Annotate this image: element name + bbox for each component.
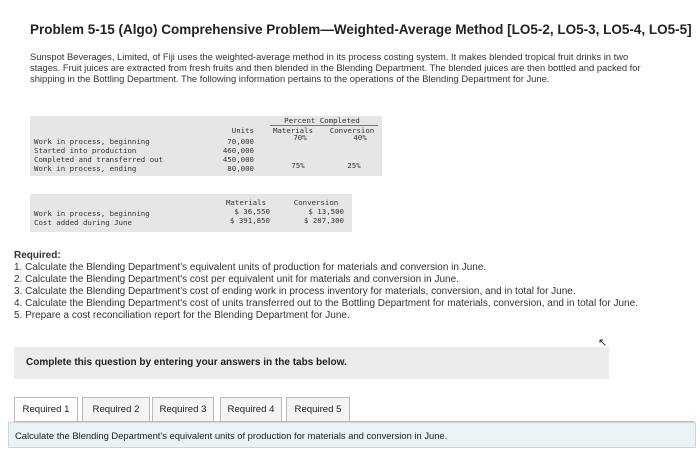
instruction-banner — [14, 347, 609, 379]
units-row-materials: 75% — [291, 161, 305, 170]
required-item: 3. Calculate the Blending Department's cost of ending work in process inventory for materials, conversion, and in total for June. — [14, 286, 576, 297]
problem-title: Problem 5-15 (Algo) Comprehensive Problem—Weighted-Average Method [LO5-2, LO5-3, LO5-4, LO5-5] — [30, 22, 692, 37]
required-item: 4. Calculate the Blending Department's cost of units transferred out to the Bottling Department for materials, conversion, and in total for June. — [14, 298, 638, 309]
conversion-col-header: Conversion — [329, 126, 375, 135]
units-row-label: Work in process, ending — [34, 164, 137, 173]
cost-row-conversion: $ 287,300 — [303, 216, 344, 225]
tab-required-1[interactable]: Required 1 — [14, 397, 78, 422]
required-section — [14, 250, 694, 322]
cost-conversion-header: Conversion — [293, 198, 339, 207]
units-row-value: 450,000 — [222, 155, 254, 164]
percent-header-underline — [270, 117, 378, 126]
problem-intro: Sunspot Beverages, Limited, of Fiji uses the weighted-average method in its process costing system. It makes blended tropical fruit drinks in two stages. Fruit juices are extracted from fresh fruits and then blended in the Blending Department. The blended juices are then bottled and packed for shipping in the Bottling Department. The following information pertains to the operations of the Blending Department for June. — [30, 51, 641, 84]
cost-row-materials: $ 36,550 — [234, 207, 270, 216]
units-row-value: 70,000 — [227, 137, 254, 146]
units-row-materials: 70% — [293, 133, 307, 142]
tab-required-5[interactable]: Required 5 — [286, 397, 350, 422]
units-row-label: Started into production — [34, 146, 137, 155]
units-row-value: 460,000 — [222, 146, 254, 155]
units-row-value: 80,000 — [227, 164, 254, 173]
cost-row-conversion: $ 13,500 — [308, 207, 344, 216]
required-item: 5. Prepare a cost reconciliation report for the Blending Department for June. — [14, 310, 350, 321]
units-row-label: Completed and transferred out — [34, 155, 164, 164]
units-row-conversion: 40% — [353, 133, 367, 142]
tab-required-3[interactable]: Required 3 — [152, 397, 214, 422]
required-item: 1. Calculate the Blending Department's equivalent units of production for materials and conversion in June. — [14, 262, 487, 273]
required-item: 2. Calculate the Blending Department's cost per equivalent unit for materials and conversion in June. — [14, 274, 459, 285]
cost-row-materials: $ 391,850 — [229, 216, 270, 225]
tab-required-4[interactable]: Required 4 — [220, 397, 282, 422]
cost-materials-header: Materials — [225, 198, 267, 207]
materials-col-header: Materials — [272, 126, 314, 135]
tab-required-2[interactable]: Required 2 — [82, 397, 150, 422]
required-heading: Required: — [14, 250, 61, 261]
cost-row-label: Cost added during June — [34, 218, 132, 227]
tab-content-panel — [8, 422, 696, 448]
instruction-text: Complete this question by entering your answers in the tabs below. — [26, 357, 347, 368]
tab-content-instruction: Calculate the Blending Department's equivalent units of production for materials and conversion in June. — [15, 430, 448, 441]
units-col-header: Units — [231, 126, 254, 135]
units-row-label: Work in process, beginning — [34, 137, 150, 146]
required-tabs — [14, 397, 694, 423]
mouse-cursor-icon: ↖ — [598, 337, 608, 349]
units-row-conversion: 25% — [347, 161, 361, 170]
percent-completed-header: Percent Completed — [284, 116, 360, 125]
cost-row-label: Work in process, beginning — [34, 209, 150, 218]
